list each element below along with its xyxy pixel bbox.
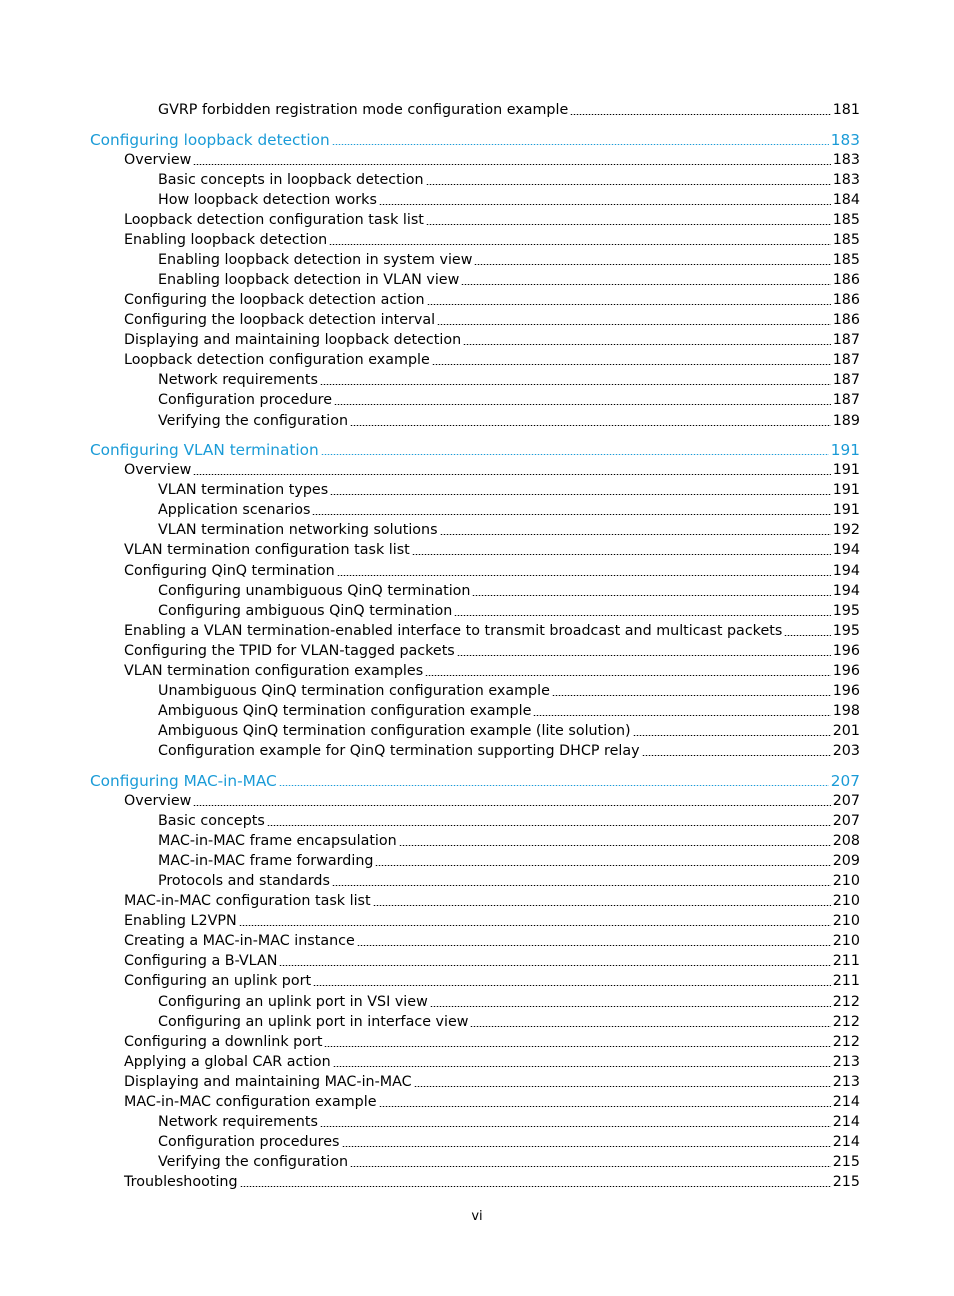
dot-leader	[279, 785, 829, 786]
toc-entry-title: Configuring QinQ termination	[124, 563, 335, 579]
page-number: vi	[471, 1209, 483, 1224]
toc-entry-title: Application scenarios	[158, 502, 311, 518]
toc-entry-title: Configuring the loopback detection interval	[124, 312, 436, 328]
toc-entry-page: 209	[832, 853, 860, 869]
dot-leader	[472, 595, 830, 596]
dot-leader	[379, 1106, 831, 1107]
toc-entry[interactable]	[124, 1052, 860, 1072]
toc-entry[interactable]	[124, 971, 860, 991]
toc-entry-page: 196	[832, 643, 860, 659]
toc-entry-title: How loopback detection works	[158, 192, 377, 208]
toc-entry-title: Configuration procedures	[158, 1134, 340, 1150]
toc-entry[interactable]	[124, 1072, 860, 1092]
dot-leader	[193, 164, 830, 165]
toc-entry-page: 210	[832, 873, 860, 889]
toc-entry[interactable]	[124, 350, 860, 370]
dot-leader	[784, 635, 830, 636]
dot-leader	[320, 384, 831, 385]
toc-entry-title: Overview	[124, 462, 192, 478]
toc-entry[interactable]	[158, 1132, 860, 1152]
toc-entry-title: Configuration example for QinQ termination supporting DHCP relay	[158, 743, 640, 759]
toc-entry-page: 214	[832, 1114, 860, 1130]
toc-entry[interactable]	[158, 1152, 860, 1172]
toc-entry-page: 191	[832, 482, 860, 498]
toc-entry-page: 181	[832, 102, 860, 118]
toc-entry[interactable]	[124, 150, 860, 170]
dot-leader	[440, 534, 831, 535]
toc-entry-title: Enabling loopback detection in VLAN view	[158, 272, 460, 288]
toc-entry[interactable]	[158, 811, 860, 831]
toc-entry-page: 194	[832, 542, 860, 558]
toc-entry[interactable]	[124, 1172, 860, 1192]
toc-entry-title: MAC-in-MAC configuration task list	[124, 893, 371, 909]
toc-entry-page: 187	[832, 332, 860, 348]
toc-entry-page: 191	[832, 502, 860, 518]
toc-entry-title: Configuring unambiguous QinQ termination	[158, 583, 471, 599]
dot-leader	[461, 284, 830, 285]
toc-entry-title: Network requirements	[158, 372, 318, 388]
dot-leader	[414, 1086, 831, 1087]
dot-leader	[324, 1046, 830, 1047]
toc-entry-page: 194	[832, 583, 860, 599]
toc-entry[interactable]	[158, 681, 860, 701]
toc-entry[interactable]	[158, 601, 860, 621]
toc-entry-page: 186	[832, 272, 860, 288]
toc-entry-page: 207	[832, 793, 860, 809]
toc-entry-page: 196	[832, 663, 860, 679]
toc-entry-title: GVRP forbidden registration mode configuration example	[158, 102, 569, 118]
toc-entry[interactable]	[124, 1032, 860, 1052]
dot-leader	[193, 474, 830, 475]
toc-entry-title: Configuring VLAN termination	[90, 441, 319, 459]
toc-entry[interactable]	[158, 411, 860, 431]
dot-leader	[633, 735, 831, 736]
toc-entry-title: MAC-in-MAC configuration example	[124, 1094, 377, 1110]
toc-entry[interactable]	[124, 330, 860, 350]
toc-entry-page: 194	[832, 563, 860, 579]
toc-entry-page: 186	[832, 292, 860, 308]
toc-entry[interactable]	[124, 1092, 860, 1112]
toc-entry[interactable]	[158, 250, 860, 270]
toc-entry-page: 195	[832, 603, 860, 619]
toc-entry-page: 215	[832, 1174, 860, 1190]
toc-entry-page: 210	[832, 893, 860, 909]
dot-leader	[642, 755, 831, 756]
toc-entry[interactable]	[158, 500, 860, 520]
toc-entry-title: Unambiguous QinQ termination configuration example	[158, 683, 550, 699]
toc-entry[interactable]	[158, 390, 860, 410]
toc-entry-page: 213	[832, 1054, 860, 1070]
toc-entry[interactable]	[158, 992, 860, 1012]
toc-entry-page: 187	[832, 352, 860, 368]
toc-entry-page: 215	[832, 1154, 860, 1170]
dot-leader	[321, 454, 829, 455]
toc-entry-page: 212	[832, 1014, 860, 1030]
toc-entry-title: Basic concepts	[158, 813, 265, 829]
toc-entry-page: 210	[832, 933, 860, 949]
toc-entry-page: 212	[832, 1034, 860, 1050]
toc-entry[interactable]	[124, 661, 860, 681]
toc-entry-page: 187	[832, 372, 860, 388]
toc-entry-title: Configuring MAC-in-MAC	[90, 772, 277, 790]
toc-entry-title: Ambiguous QinQ termination configuration example (lite solution)	[158, 723, 631, 739]
toc-entry[interactable]	[124, 210, 860, 230]
toc-entry-title: Enabling L2VPN	[124, 913, 237, 929]
dot-leader	[426, 224, 831, 225]
toc-entry-title: Configuring a B-VLAN	[124, 953, 278, 969]
dot-leader	[329, 244, 831, 245]
dot-leader	[333, 1066, 831, 1067]
toc-chapter-entry[interactable]	[90, 771, 860, 791]
dot-leader	[267, 825, 831, 826]
dot-leader	[312, 514, 830, 515]
toc-entry-title: Configuring an uplink port in VSI view	[158, 994, 428, 1010]
toc-entry[interactable]	[124, 791, 860, 811]
toc-chapter-entry[interactable]	[90, 440, 860, 460]
toc-entry-page: 214	[832, 1094, 860, 1110]
toc-entry[interactable]	[158, 190, 860, 210]
toc-entry-page: 187	[832, 392, 860, 408]
toc-entry-title: Protocols and standards	[158, 873, 330, 889]
toc-entry-title: Creating a MAC-in-MAC instance	[124, 933, 355, 949]
toc-entry[interactable]	[124, 460, 860, 480]
toc-entry[interactable]	[124, 931, 860, 951]
toc-entry[interactable]	[124, 230, 860, 250]
toc-entry-title: Verifying the configuration	[158, 413, 349, 429]
toc-entry[interactable]	[124, 891, 860, 911]
dot-leader	[474, 264, 830, 265]
dot-leader	[570, 114, 830, 115]
dot-leader	[533, 715, 830, 716]
dot-leader	[350, 1166, 831, 1167]
toc-entry-title: Basic concepts in loopback detection	[158, 172, 424, 188]
toc-entry[interactable]	[158, 871, 860, 891]
toc-entry[interactable]	[158, 581, 860, 601]
dot-leader	[373, 905, 831, 906]
toc-entry-page: 207	[830, 772, 860, 790]
toc-entry-title: Overview	[124, 793, 192, 809]
toc-entry-page: 207	[832, 813, 860, 829]
toc-entry[interactable]	[124, 951, 860, 971]
toc-entry-title: Troubleshooting	[124, 1174, 238, 1190]
dot-leader	[427, 304, 831, 305]
dot-leader	[432, 364, 831, 365]
toc-entry[interactable]	[158, 1112, 860, 1132]
toc-entry[interactable]	[158, 831, 860, 851]
toc-entry-page: 213	[832, 1074, 860, 1090]
dot-leader	[239, 925, 831, 926]
toc-entry-title: Overview	[124, 152, 192, 168]
dot-leader	[240, 1186, 831, 1187]
toc-entry[interactable]	[158, 1012, 860, 1032]
toc-chapter-entry[interactable]	[90, 130, 860, 150]
dot-leader	[350, 425, 831, 426]
toc-entry-title: Loopback detection configuration task list	[124, 212, 424, 228]
toc-entry-title: Enabling a VLAN termination-enabled interface to transmit broadcast and multicast packets	[124, 623, 783, 639]
dot-leader	[426, 184, 831, 185]
toc-entry-page: 185	[832, 212, 860, 228]
toc-entry-page: 191	[832, 462, 860, 478]
toc-entry-page: 185	[832, 252, 860, 268]
dot-leader	[313, 985, 831, 986]
toc-entry-page: 198	[832, 703, 860, 719]
dot-leader	[357, 945, 831, 946]
toc-entry-page: 183	[832, 172, 860, 188]
toc-entry-page: 214	[832, 1134, 860, 1150]
toc-entry-title: Configuring loopback detection	[90, 131, 330, 149]
dot-leader	[437, 324, 831, 325]
toc-entry-page: 185	[832, 232, 860, 248]
toc-entry[interactable]	[124, 641, 860, 661]
toc-entry[interactable]	[158, 741, 860, 761]
dot-leader	[430, 1006, 831, 1007]
toc-entry-title: MAC-in-MAC frame forwarding	[158, 853, 374, 869]
dot-leader	[470, 1026, 830, 1027]
toc-entry-page: 192	[832, 522, 860, 538]
toc-entry-title: VLAN termination configuration task list	[124, 542, 410, 558]
toc-entry-title: Configuring the loopback detection action	[124, 292, 425, 308]
dot-leader	[379, 204, 831, 205]
toc-entry-page: 191	[830, 441, 860, 459]
dot-leader	[332, 144, 829, 145]
toc-entry-title: MAC-in-MAC frame encapsulation	[158, 833, 397, 849]
toc-entry[interactable]	[158, 851, 860, 871]
toc-entry-page: 195	[832, 623, 860, 639]
dot-leader	[330, 494, 831, 495]
toc-entry[interactable]	[158, 721, 860, 741]
toc-entry-title: Configuring an uplink port in interface view	[158, 1014, 469, 1030]
toc-entry[interactable]	[158, 480, 860, 500]
toc-entry-title: Enabling loopback detection	[124, 232, 328, 248]
toc-entry-page: 184	[832, 192, 860, 208]
toc-entry[interactable]	[124, 911, 860, 931]
toc-entry-page: 212	[832, 994, 860, 1010]
dot-leader	[320, 1126, 831, 1127]
toc-entry[interactable]	[124, 621, 860, 641]
toc-entry[interactable]	[158, 701, 860, 721]
toc-entry-page: 211	[832, 973, 860, 989]
toc-entry-title: Network requirements	[158, 1114, 318, 1130]
toc-entry-page: 203	[832, 743, 860, 759]
toc-entry-title: Applying a global CAR action	[124, 1054, 331, 1070]
dot-leader	[463, 344, 831, 345]
dot-leader	[342, 1146, 831, 1147]
toc-entry-title: Verifying the configuration	[158, 1154, 349, 1170]
toc-entry-page: 196	[832, 683, 860, 699]
toc-entry-title: Configuring an uplink port	[124, 973, 312, 989]
dot-leader	[332, 885, 831, 886]
dot-leader	[337, 575, 831, 576]
toc-entry[interactable]	[124, 561, 860, 581]
dot-leader	[375, 865, 830, 866]
dot-leader	[279, 965, 830, 966]
toc-entry[interactable]	[124, 310, 860, 330]
toc-entry[interactable]	[158, 270, 860, 290]
toc-entry[interactable]	[124, 290, 860, 310]
toc-entry-page: 186	[832, 312, 860, 328]
dot-leader	[334, 404, 831, 405]
toc-entry-title: Displaying and maintaining MAC-in-MAC	[124, 1074, 412, 1090]
dot-leader	[425, 675, 831, 676]
toc-entry-title: Enabling loopback detection in system view	[158, 252, 473, 268]
toc-entry-page: 210	[832, 913, 860, 929]
toc-entry-page: 208	[832, 833, 860, 849]
toc-entry-title: Ambiguous QinQ termination configuration example	[158, 703, 532, 719]
dot-leader	[454, 615, 830, 616]
dot-leader	[399, 845, 831, 846]
toc-entry-title: Loopback detection configuration example	[124, 352, 430, 368]
dot-leader	[457, 655, 831, 656]
toc-entry-page: 201	[832, 723, 860, 739]
toc-entry[interactable]	[158, 370, 860, 390]
dot-leader	[412, 554, 831, 555]
toc-entry[interactable]	[158, 170, 860, 190]
toc-entry[interactable]	[158, 520, 860, 540]
toc-entry-page: 183	[830, 131, 860, 149]
toc-entry-title: Configuring ambiguous QinQ termination	[158, 603, 453, 619]
toc-entry-title: Configuring a downlink port	[124, 1034, 323, 1050]
toc-entry-title: VLAN termination types	[158, 482, 329, 498]
toc-entry-page: 183	[832, 152, 860, 168]
toc-entry-title: Configuration procedure	[158, 392, 333, 408]
toc-entry-title: VLAN termination networking solutions	[158, 522, 438, 538]
dot-leader	[193, 805, 830, 806]
toc-entry[interactable]	[124, 540, 860, 560]
toc-entry-title: Displaying and maintaining loopback detection	[124, 332, 462, 348]
toc-entry-title: VLAN termination configuration examples	[124, 663, 424, 679]
toc-entry-page: 211	[832, 953, 860, 969]
dot-leader	[552, 695, 831, 696]
toc-entry-title: Configuring the TPID for VLAN-tagged packets	[124, 643, 455, 659]
toc-entry-page: 189	[832, 413, 860, 429]
toc-entry[interactable]	[158, 100, 860, 120]
